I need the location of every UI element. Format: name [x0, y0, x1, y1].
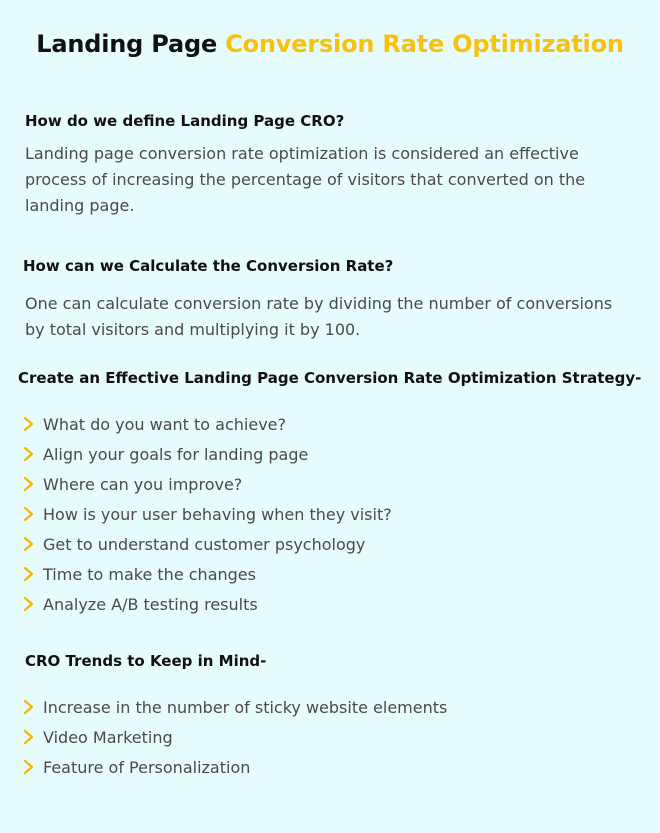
trends-heading: CRO Trends to Keep in Mind- — [25, 652, 267, 670]
chevron-right-icon — [20, 699, 36, 715]
title-main: Landing Page — [36, 30, 218, 58]
strategy-heading: Create an Effective Landing Page Conversion Rate Optimization Strategy- — [18, 369, 642, 387]
list-item-text: Time to make the changes — [43, 564, 256, 584]
list-item — [20, 559, 392, 589]
trends-list — [20, 692, 447, 782]
chevron-right-icon — [20, 536, 36, 552]
title-accent: Conversion Rate Optimization — [225, 30, 624, 58]
section-text-define: Landing page conversion rate optimization is considered an effective process of increasing the percentage of visitors that converted on the landing page. — [25, 144, 586, 215]
list-item — [20, 499, 392, 529]
list-item-text: Analyze A/B testing results — [43, 594, 258, 614]
list-item — [20, 722, 447, 752]
section-heading-calculate: How can we Calculate the Conversion Rate? — [23, 257, 394, 275]
chevron-right-icon — [20, 506, 36, 522]
chevron-right-icon — [20, 759, 36, 775]
chevron-right-icon — [20, 416, 36, 432]
section-text-calculate: One can calculate conversion rate by dividing the number of conversions by total visitors and multiplying it by 100. — [25, 294, 613, 339]
list-item-text: How is your user behaving when they visit? — [43, 504, 392, 524]
chevron-right-icon — [20, 476, 36, 492]
list-item-text: Increase in the number of sticky website elements — [43, 697, 448, 717]
section-heading-define: How do we define Landing Page CRO? — [25, 112, 345, 130]
list-item — [20, 529, 392, 559]
list-item — [20, 589, 392, 619]
list-item — [20, 439, 392, 469]
list-item-text: Video Marketing — [43, 727, 173, 747]
chevron-right-icon — [20, 729, 36, 745]
page-title — [0, 30, 660, 58]
chevron-right-icon — [20, 446, 36, 462]
list-item — [20, 692, 447, 722]
list-item-text: Feature of Personalization — [43, 757, 251, 777]
list-item-text: What do you want to achieve? — [43, 414, 287, 434]
list-item — [20, 409, 392, 439]
list-item-text: Where can you improve? — [43, 474, 243, 494]
chevron-right-icon — [20, 596, 36, 612]
strategy-list — [20, 409, 392, 619]
list-item-text: Get to understand customer psychology — [43, 534, 366, 554]
list-item — [20, 752, 447, 782]
list-item-text: Align your goals for landing page — [43, 444, 309, 464]
chevron-right-icon — [20, 566, 36, 582]
list-item — [20, 469, 392, 499]
